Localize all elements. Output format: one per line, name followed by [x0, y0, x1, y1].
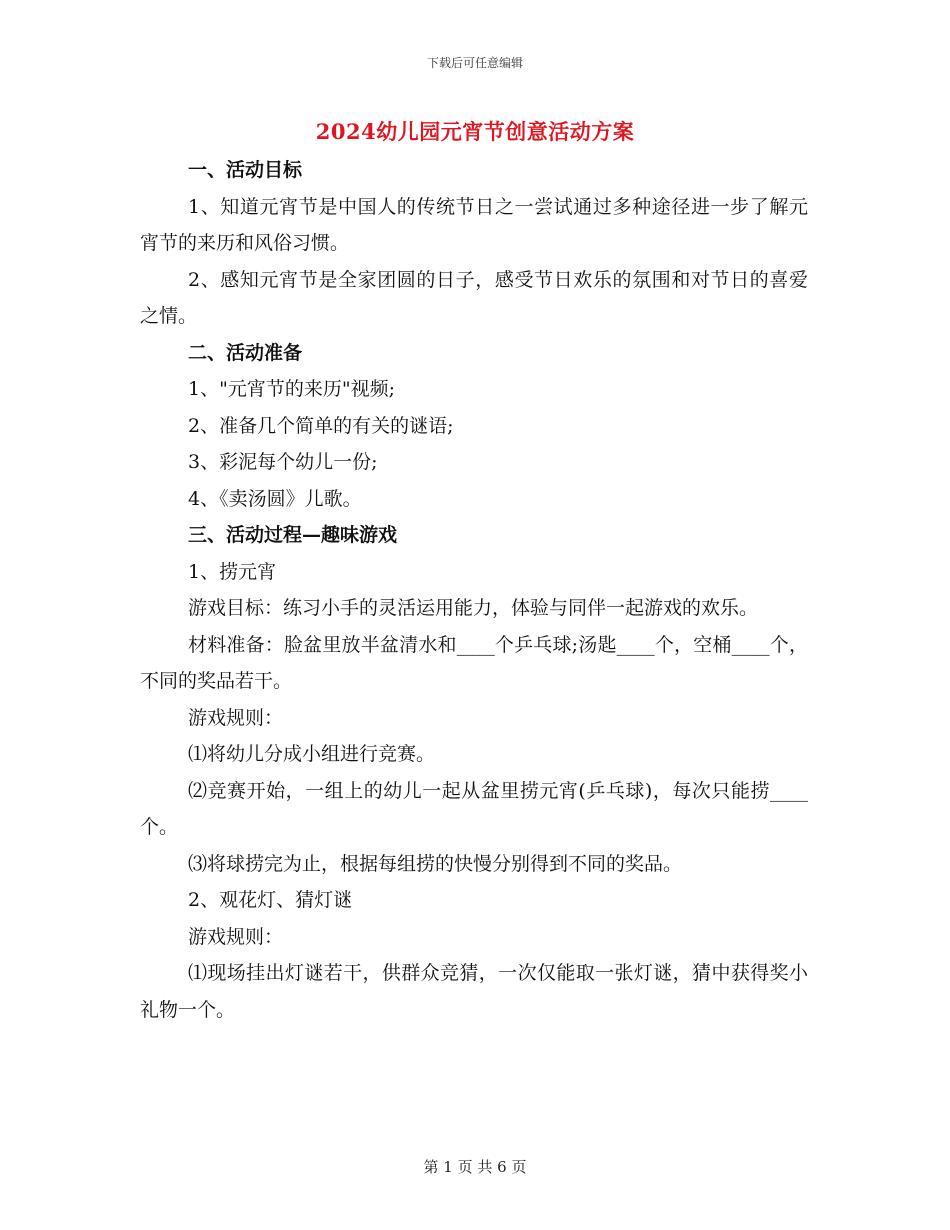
- page-footer: 第 1 页 共 6 页: [423, 1158, 527, 1176]
- paragraph: ⑵竞赛开始，一组上的幼儿一起从盆里捞元宵(乒乓球)，每次只能捞____个。: [140, 779, 808, 838]
- document-title: 2024幼儿园元宵节创意活动方案: [315, 119, 635, 144]
- section-heading-preparation: 二、活动准备: [188, 341, 303, 364]
- paragraph: 2、准备几个简单的有关的谜语;: [188, 414, 454, 437]
- paragraph: ⑶将球捞完为止，根据每组捞的快慢分别得到不同的奖品。: [188, 852, 683, 875]
- section-heading-goals: 一、活动目标: [188, 159, 303, 181]
- paragraph: 游戏规则：: [188, 925, 284, 948]
- paragraph: 1、捞元宵: [188, 560, 277, 583]
- paragraph: 2、感知元宵节是全家团圆的日子，感受节日欢乐的氛围和对节日的喜爱之情。: [140, 268, 808, 327]
- section-heading-process: 三、活动过程—趣味游戏: [188, 524, 398, 546]
- paragraph: 3、彩泥每个幼儿一份;: [188, 451, 378, 473]
- document-body: [140, 152, 808, 1028]
- paragraph: 游戏目标：练习小手的灵活运用能力，体验与同伴一起游戏的欢乐。: [188, 597, 759, 619]
- paragraph: 材料准备：脸盆里放半盆清水和____个乒乓球;汤匙____个，空桶____个，不同的奖品若干。: [140, 633, 808, 692]
- paragraph: ⑴现场挂出灯谜若干，供群众竞猜，一次仅能取一张灯谜，猜中获得奖小礼物一个。: [140, 962, 808, 1021]
- paragraph: 2、观花灯、猜灯谜: [188, 889, 353, 911]
- paragraph: 1、"元宵节的来历"视频;: [188, 378, 395, 400]
- paragraph: 1、知道元宵节是中国人的传统节日之一尝试通过多种途径进一步了解元宵节的来历和风俗习惯。: [140, 195, 808, 254]
- paragraph: 游戏规则：: [188, 706, 284, 729]
- page-header: 下载后可任意编辑: [426, 56, 523, 70]
- paragraph: 4、《卖汤圆》儿歌。: [188, 487, 362, 510]
- paragraph: ⑴将幼儿分成小组进行竞赛。: [188, 743, 436, 765]
